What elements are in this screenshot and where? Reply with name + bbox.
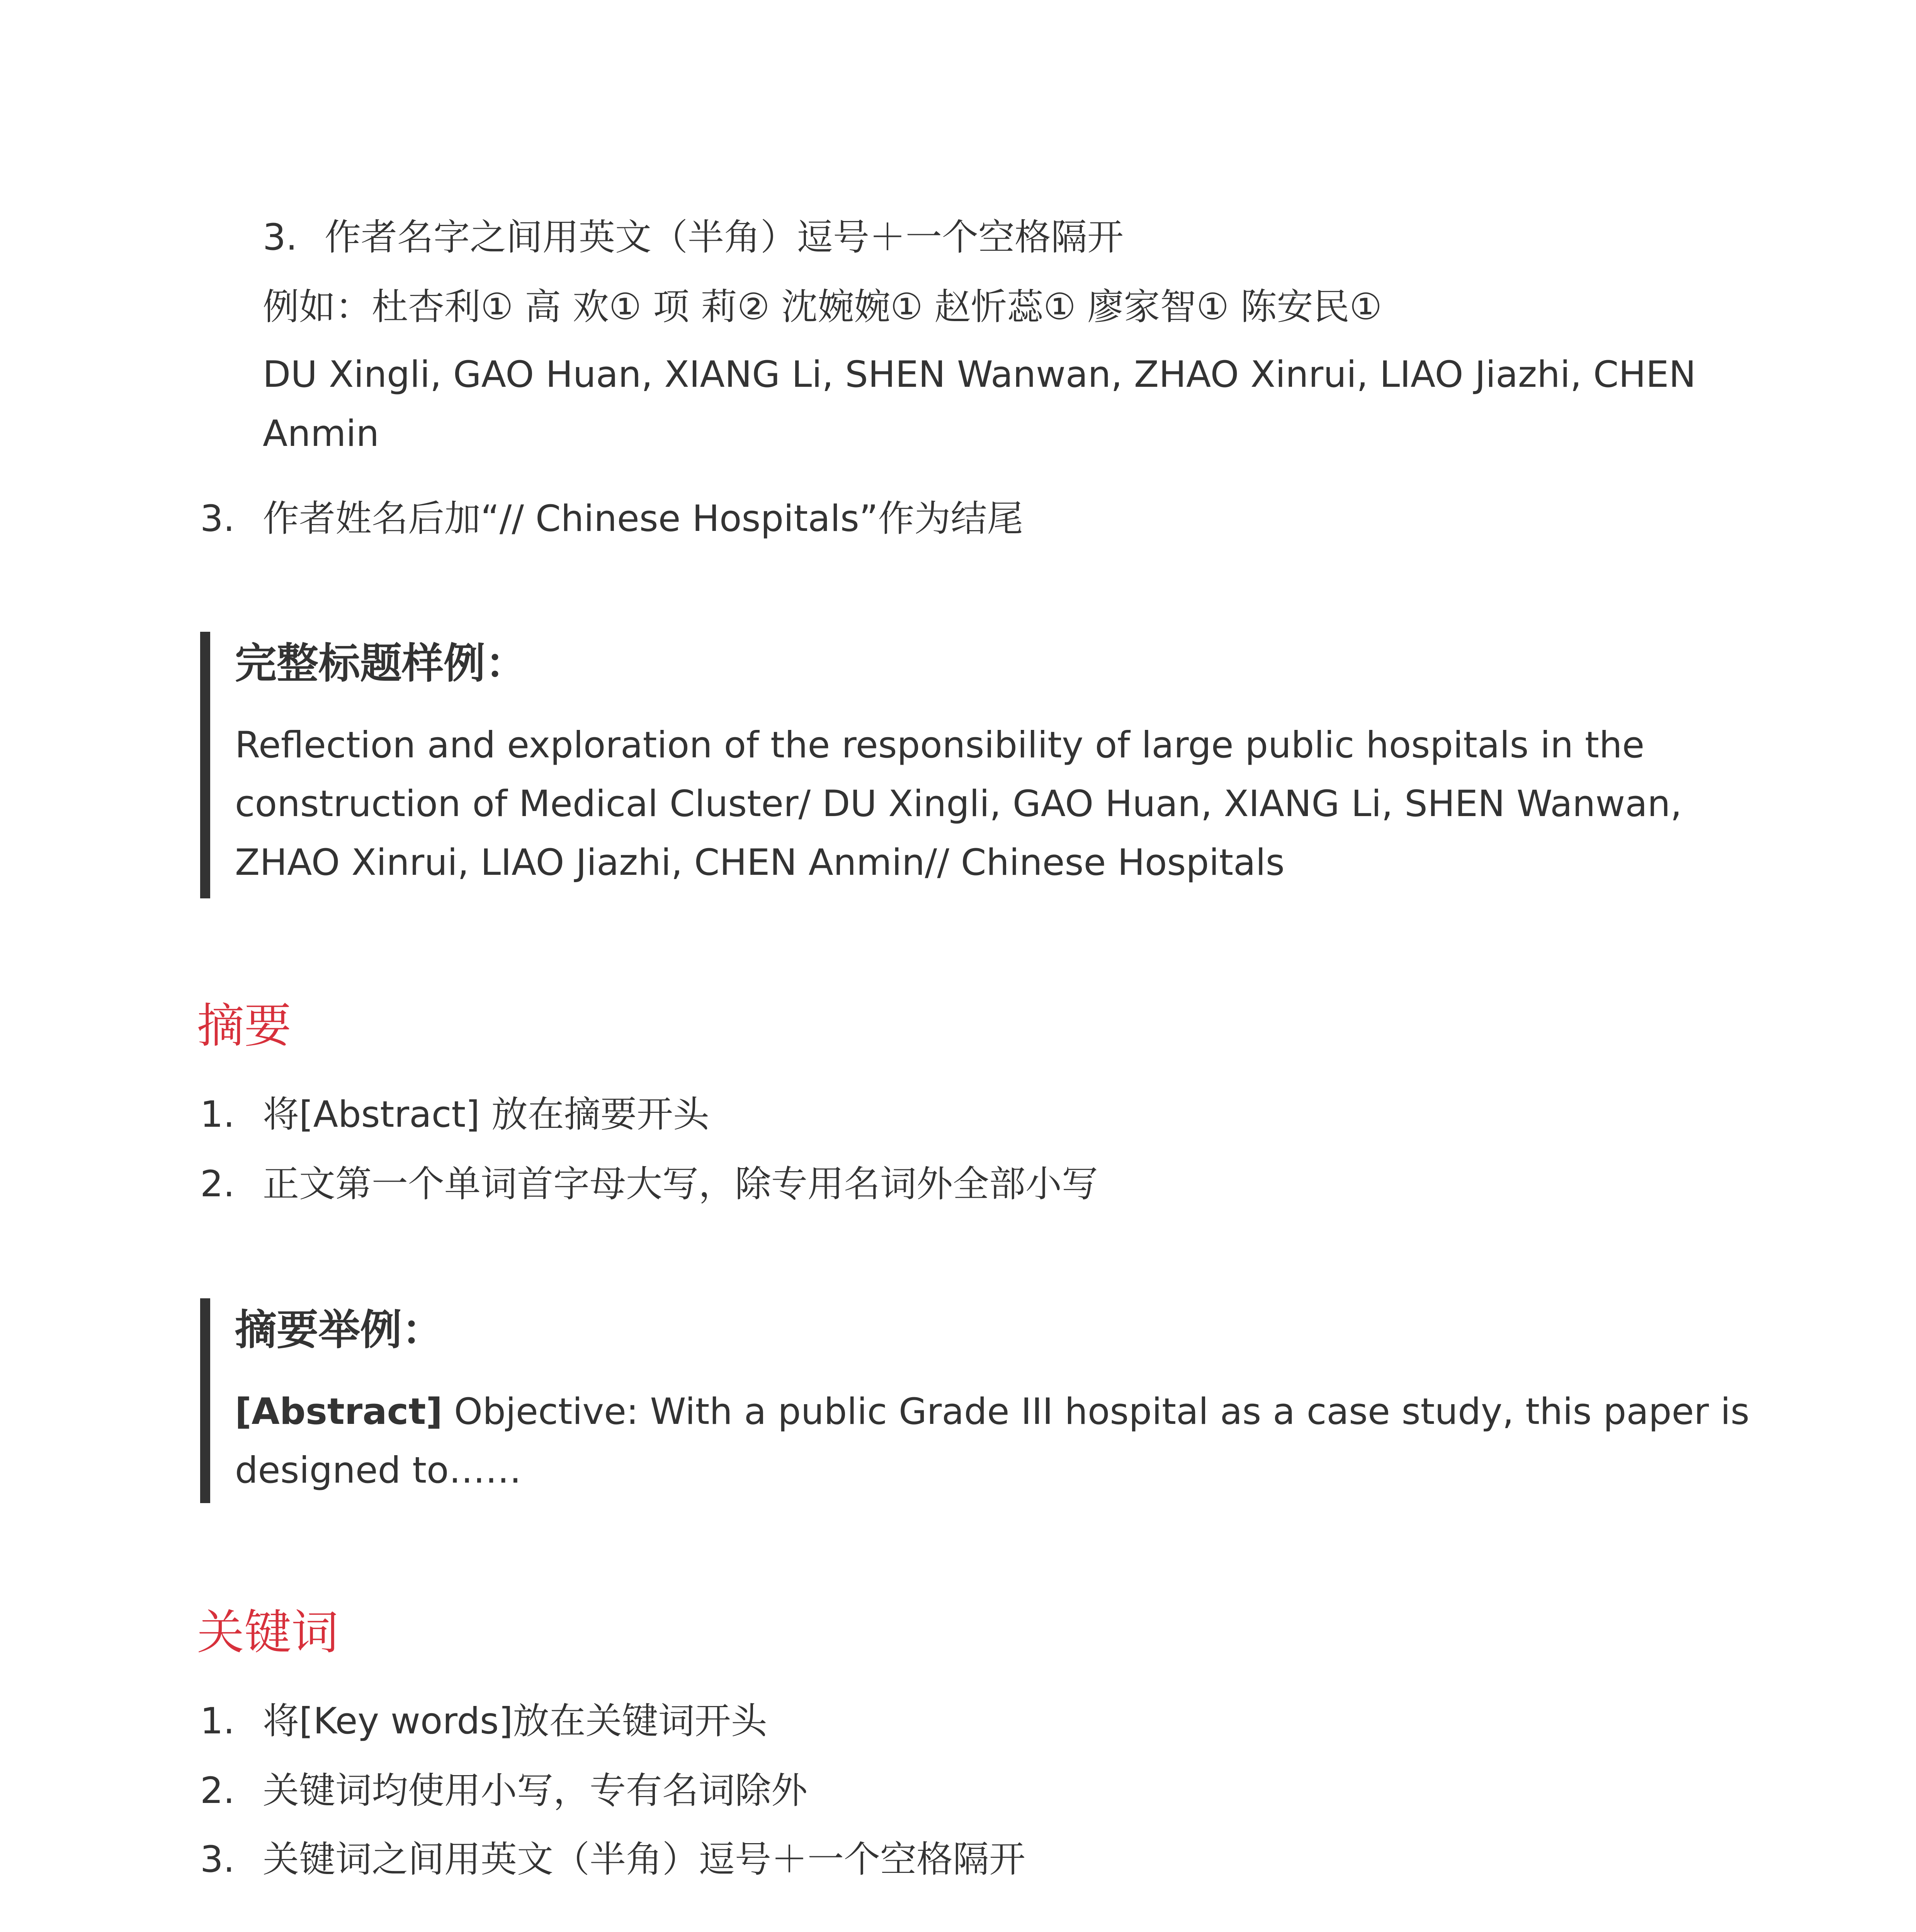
list-number: 2. bbox=[200, 1163, 235, 1205]
list-item-text: 关键词均使用小写，专有名词除外 bbox=[263, 1770, 808, 1812]
list-item-text: 关键词之间用英文（半角）逗号＋一个空格隔开 bbox=[263, 1838, 1026, 1881]
list-number: 3. bbox=[263, 216, 298, 259]
list-number: 1. bbox=[200, 1094, 235, 1136]
quote-text: Objective: With a public Grade III hospital as a case study, this paper is bbox=[442, 1391, 1749, 1433]
list-number: 2. bbox=[200, 1770, 235, 1812]
abstract-tag: [Abstract] bbox=[235, 1391, 443, 1433]
title-example-quote bbox=[200, 632, 1682, 898]
list-item-text: 正文第一个单词首字母大写，除专用名词外全部小写 bbox=[263, 1163, 1098, 1205]
section-title-abstract: 摘要 bbox=[197, 998, 291, 1053]
example-english-names-line2: Anmin bbox=[263, 413, 379, 455]
list-number: 1. bbox=[200, 1700, 235, 1742]
list-item-text: 作者姓名后加“// Chinese Hospitals”作为结尾 bbox=[263, 498, 1023, 540]
example-english-names-line1: DU Xingli, GAO Huan, XIANG Li, SHEN Wanwan, ZHAO Xinrui, LIAO Jiazhi, CHEN bbox=[263, 354, 1696, 396]
quote-heading: 摘要举例： bbox=[235, 1306, 444, 1354]
quote-line bbox=[235, 1383, 1749, 1441]
list-number: 3. bbox=[200, 1838, 235, 1881]
section-title-keywords: 关键词 bbox=[197, 1605, 338, 1660]
quote-line: ZHAO Xinrui, LIAO Jiazhi, CHEN Anmin// Chinese Hospitals bbox=[235, 842, 1285, 884]
quote-line: designed to…… bbox=[235, 1449, 522, 1492]
list-item-text: 作者名字之间用英文（半角）逗号＋一个空格隔开 bbox=[325, 216, 1124, 259]
list-item-text: 将[Key words]放在关键词开头 bbox=[263, 1700, 767, 1742]
quote-heading: 完整标题样例： bbox=[235, 639, 527, 688]
example-chinese-names: 例如：杜杏利① 高 欢① 项 莉② 沈婉婉① 赵忻蕊① 廖家智① 陈安民① bbox=[263, 286, 1382, 328]
list-item-text: 将[Abstract] 放在摘要开头 bbox=[263, 1094, 709, 1136]
quote-line: Reflection and exploration of the responsibility of large public hospitals in the bbox=[235, 724, 1645, 766]
quote-line: construction of Medical Cluster/ DU Xingli, GAO Huan, XIANG Li, SHEN Wanwan, bbox=[235, 783, 1682, 825]
quote-body bbox=[235, 1383, 1749, 1500]
list-number: 3. bbox=[200, 498, 235, 540]
abstract-example-quote bbox=[200, 1298, 1749, 1503]
quote-body bbox=[235, 716, 1682, 892]
